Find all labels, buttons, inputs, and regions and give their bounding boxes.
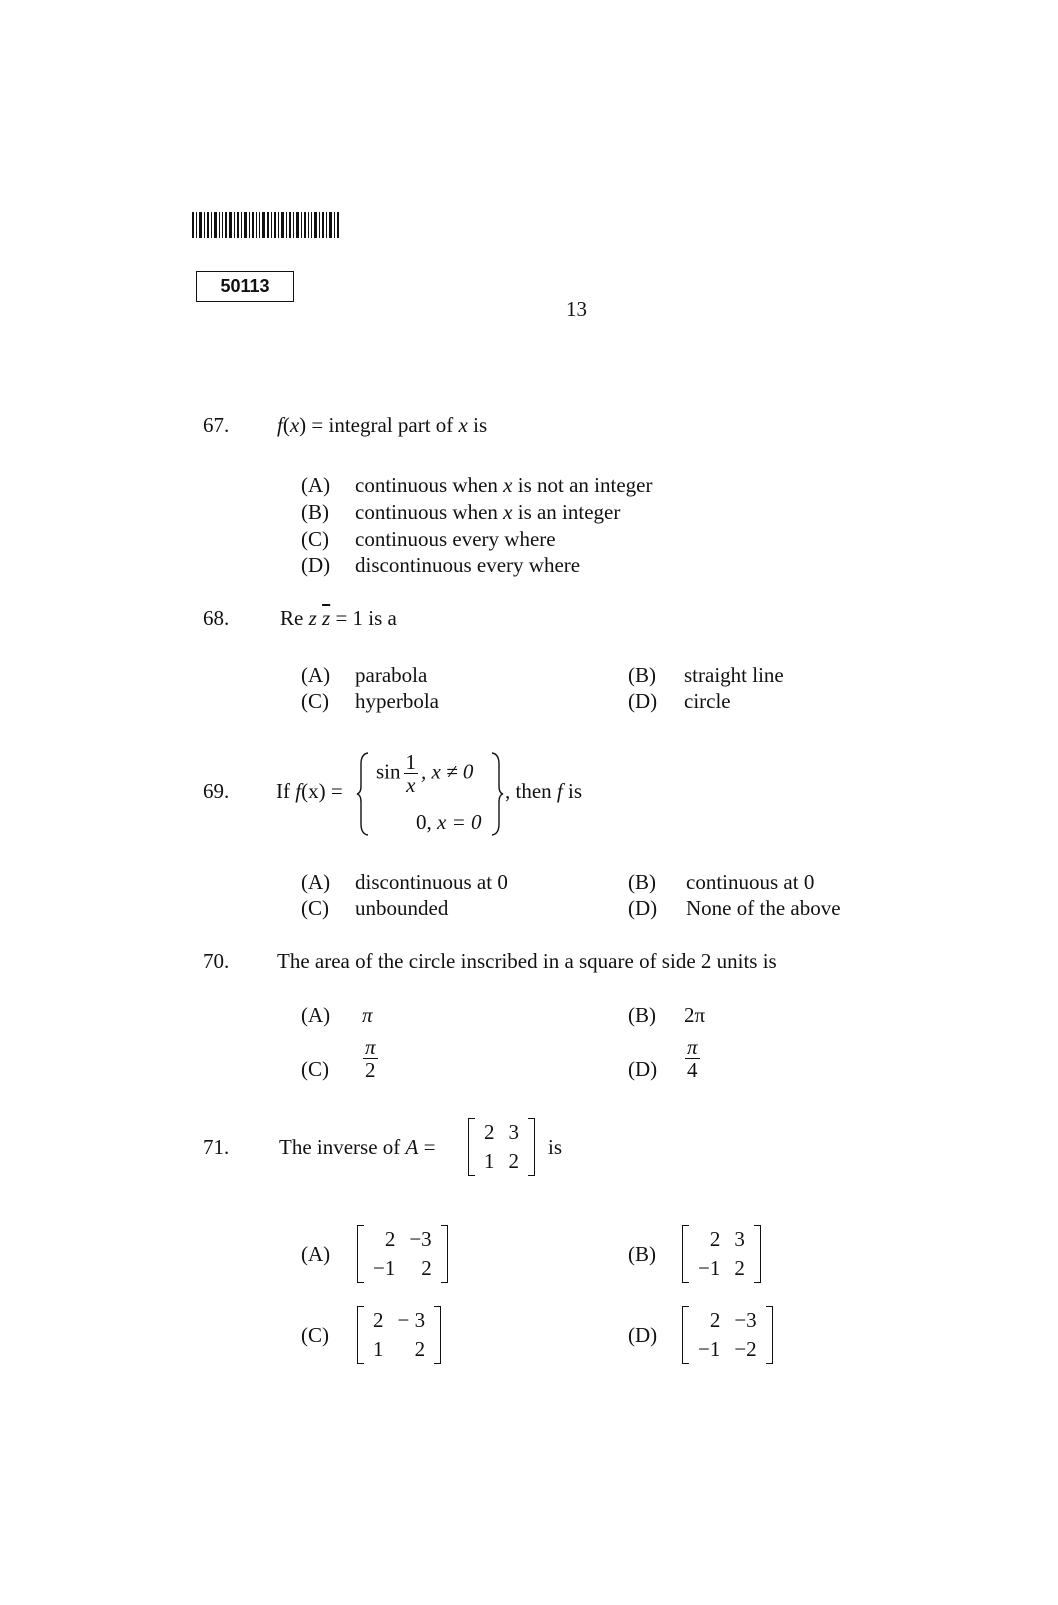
question-stem: f(x) = integral part of x is — [277, 413, 488, 437]
question-stem-tail: is — [548, 1135, 563, 1159]
option-matrix: 2 −3 −1 2 — [357, 1225, 448, 1283]
option-matrix: 2 −3 −1 −2 — [682, 1306, 773, 1364]
option-label: (A) — [301, 663, 331, 687]
option-label: (B) — [301, 500, 329, 524]
option-label: (C) — [301, 1323, 329, 1347]
piecewise-row-1: sin $\frac{1}{x}$ , x ≠ 0 — [376, 750, 474, 798]
matrix-a: 2 3 1 2 — [468, 1118, 535, 1176]
right-brace — [490, 752, 504, 836]
option-text: parabola — [355, 663, 428, 687]
question-stem-lead: If f(x) = — [276, 779, 343, 803]
option-text: continuous when x is an integer — [355, 500, 621, 524]
question-stem-lead: The inverse of A = — [279, 1135, 436, 1159]
option-label: (D) — [301, 553, 331, 577]
question-stem: The area of the circle inscribed in a square of side 2 units is — [277, 949, 777, 973]
option-label: (B) — [628, 870, 656, 894]
option-text: 2π — [684, 1003, 706, 1027]
barcode — [192, 212, 340, 238]
option-text: discontinuous every where — [355, 553, 581, 577]
option-label: (C) — [301, 689, 329, 713]
option-text: continuous every where — [355, 527, 556, 551]
option-text: continuous when x is not an integer — [355, 473, 653, 497]
question-number: 68. — [203, 606, 230, 630]
option-fraction: $\frac{\pi}{2}$ — [365, 1035, 376, 1083]
option-text: π — [362, 1003, 373, 1027]
option-text: unbounded — [355, 896, 449, 920]
option-text: circle — [684, 689, 731, 713]
option-label: (A) — [301, 870, 331, 894]
left-brace — [356, 752, 370, 836]
question-number: 71. — [203, 1135, 230, 1159]
option-label: (C) — [301, 527, 329, 551]
option-matrix: 2 − 3 1 2 — [357, 1306, 441, 1364]
option-label: (C) — [301, 896, 329, 920]
option-label: (A) — [301, 473, 331, 497]
option-label: (B) — [628, 1242, 656, 1266]
option-label: (D) — [628, 1057, 658, 1081]
option-label: (D) — [628, 689, 658, 713]
option-text: discontinuous at 0 — [355, 870, 508, 894]
option-text: straight line — [684, 663, 784, 687]
option-label: (D) — [628, 896, 658, 920]
option-label: (B) — [628, 1003, 656, 1027]
option-label: (A) — [301, 1003, 331, 1027]
page-number: 13 — [566, 297, 587, 321]
option-label: (D) — [628, 1323, 658, 1347]
question-number: 70. — [203, 949, 230, 973]
question-stem: Re z $\overline{z} = 1$ is a — [280, 606, 397, 630]
paper-code: 50113 — [196, 271, 294, 302]
option-text: continuous at 0 — [686, 870, 815, 894]
question-stem-tail: , then f is — [505, 779, 583, 803]
piecewise-row-2: 0, x = 0 — [416, 810, 482, 834]
option-label: (B) — [628, 663, 656, 687]
option-text: hyperbola — [355, 689, 439, 713]
question-number: 69. — [203, 779, 230, 803]
option-label: (C) — [301, 1057, 329, 1081]
question-number: 67. — [203, 413, 230, 437]
option-text: None of the above — [686, 896, 841, 920]
option-fraction: $\frac{\pi}{4}$ — [687, 1035, 698, 1083]
option-matrix: 2 3 −1 2 — [682, 1225, 761, 1283]
option-label: (A) — [301, 1242, 331, 1266]
